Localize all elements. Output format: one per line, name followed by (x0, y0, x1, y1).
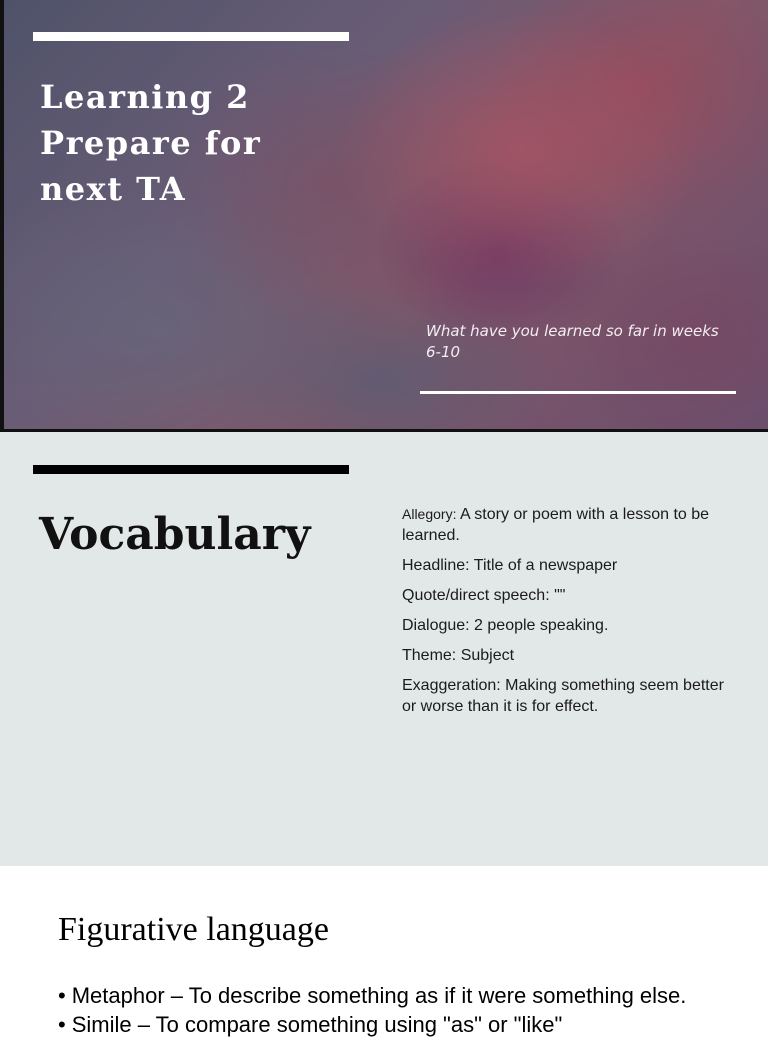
vocabulary-term: Allegory: (402, 506, 457, 522)
slide-subtitle: What have you learned so far in weeks 6-10 (426, 322, 719, 361)
vocabulary-definition: "" (549, 587, 566, 604)
figurative-item (58, 981, 758, 1010)
slide-title (40, 74, 360, 212)
figurative-item-text: Simile – To compare something using "as" or "like" (71, 1012, 563, 1037)
vocabulary-term: Theme: (402, 647, 457, 664)
vocabulary-list (402, 504, 732, 726)
vocabulary-definition: Making something seem better or worse than it is for effect. (402, 677, 724, 715)
vocabulary-definition: Title of a newspaper (469, 557, 618, 574)
vocabulary-item (402, 675, 732, 717)
figurative-title: Figurative language (58, 911, 329, 948)
figurative-item-text: Metaphor – To describe something as if it were something else. (71, 983, 687, 1008)
vocabulary-definition: Subject (456, 647, 515, 664)
vocabulary-item (402, 615, 732, 636)
slide-title-line: next TA (40, 170, 187, 208)
background-image (0, 0, 768, 432)
bullet-icon: • (58, 983, 66, 1008)
bullet-icon: • (58, 1012, 66, 1037)
vocabulary-item (402, 555, 732, 576)
vocabulary-definition: 2 people speaking. (469, 617, 609, 634)
vocabulary-term: Headline: (402, 557, 470, 574)
title-slide (0, 0, 768, 432)
title-accent-bar (33, 32, 349, 41)
vocabulary-title: Vocabulary (39, 509, 311, 560)
vocabulary-term: Quote/direct speech: (402, 587, 550, 604)
slide-title-line: Learning 2 (40, 78, 250, 116)
vocabulary-accent-bar (33, 465, 349, 474)
slide-title-line: Prepare for (40, 124, 262, 162)
vocabulary-term: Exaggeration: (402, 677, 501, 694)
vocabulary-item (402, 504, 732, 546)
vocabulary-item (402, 645, 732, 666)
vocabulary-item (402, 585, 732, 606)
vocabulary-definition: A story or poem with a lesson to be learned. (402, 506, 710, 544)
vocabulary-slide (0, 432, 768, 866)
subtitle-accent-bar (420, 391, 736, 394)
slide-border-left (0, 0, 4, 432)
figurative-item (58, 1010, 758, 1039)
vocabulary-term: Dialogue: (402, 617, 470, 634)
figurative-language-slide (0, 866, 768, 1037)
figurative-list (58, 981, 758, 1039)
